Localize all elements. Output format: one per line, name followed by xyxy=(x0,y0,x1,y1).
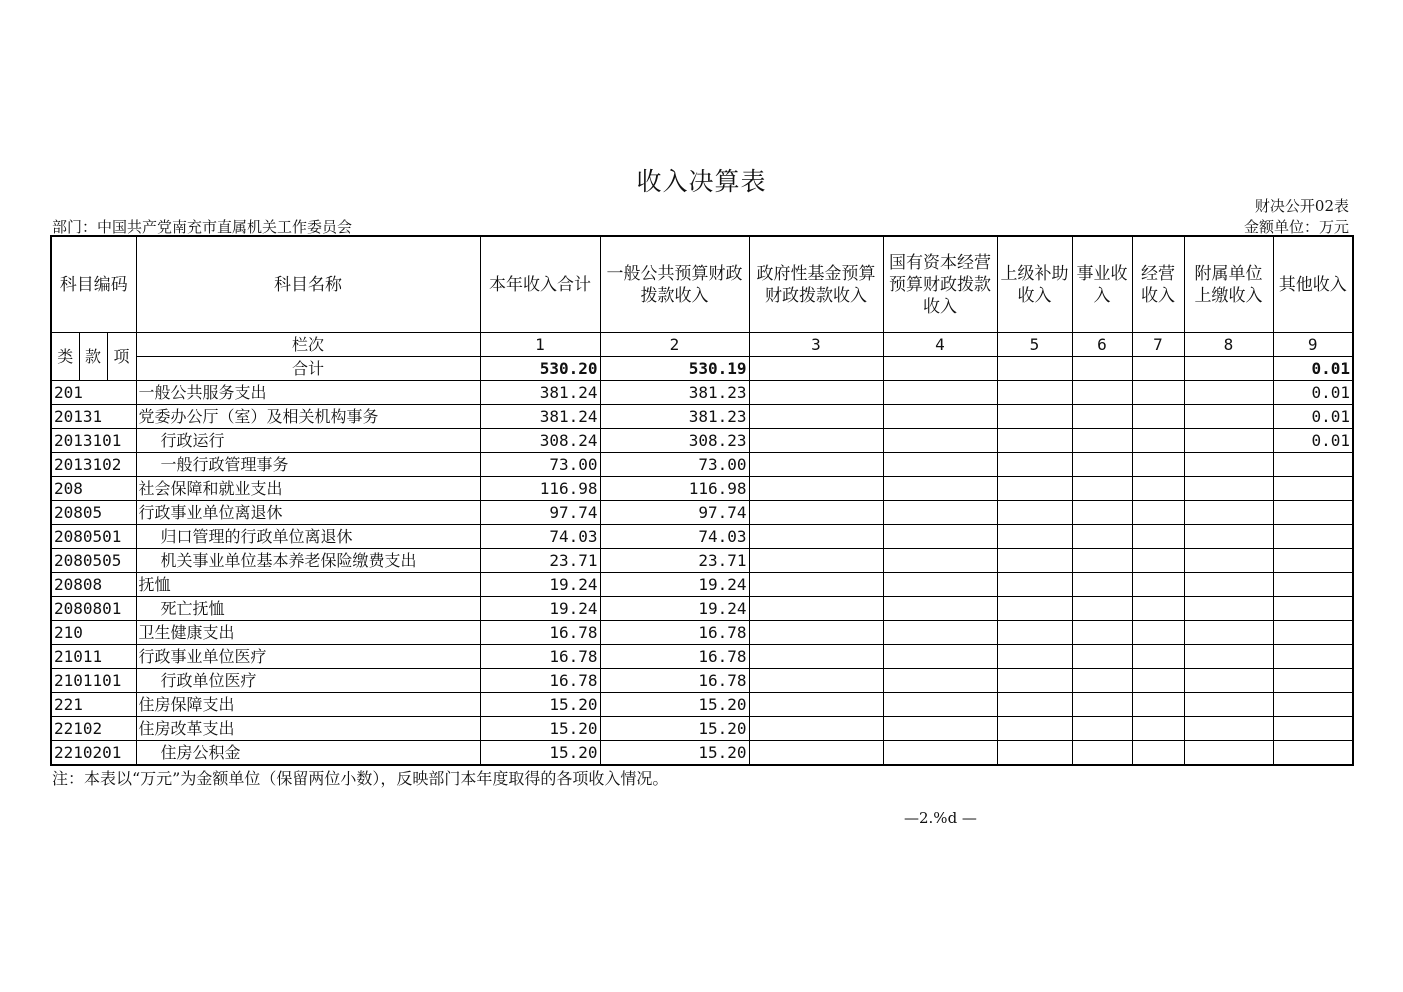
row-c2: 23.71 xyxy=(600,549,749,573)
header-c1: 本年收入合计 xyxy=(480,236,600,333)
total-c6 xyxy=(1072,357,1132,381)
row-c1: 16.78 xyxy=(480,621,600,645)
total-row xyxy=(51,357,1353,381)
row-c3 xyxy=(749,525,883,549)
row-c5 xyxy=(997,621,1072,645)
row-c2: 381.23 xyxy=(600,381,749,405)
table-row xyxy=(51,621,1353,645)
row-c1: 308.24 xyxy=(480,429,600,453)
row-name: 一般行政管理事务 xyxy=(136,453,480,477)
department-label: 部门：中国共产党南充市直属机关工作委员会 xyxy=(52,218,353,236)
row-c9: 0.01 xyxy=(1273,429,1353,453)
table-row xyxy=(51,525,1353,549)
row-c3 xyxy=(749,453,883,477)
row-c2: 74.03 xyxy=(600,525,749,549)
row-c4 xyxy=(883,741,997,766)
header-c3: 政府性基金预算财政拨款收入 xyxy=(749,236,883,333)
row-code: 2101101 xyxy=(51,669,136,693)
table-row xyxy=(51,453,1353,477)
row-c7 xyxy=(1132,453,1184,477)
table-row xyxy=(51,597,1353,621)
row-c6 xyxy=(1072,453,1132,477)
table-row xyxy=(51,549,1353,573)
row-c2: 73.00 xyxy=(600,453,749,477)
row-c3 xyxy=(749,669,883,693)
total-c4 xyxy=(883,357,997,381)
row-name: 归口管理的行政单位离退休 xyxy=(136,525,480,549)
row-c1: 381.24 xyxy=(480,405,600,429)
row-c9: 0.01 xyxy=(1273,405,1353,429)
header-xiang: 项 xyxy=(107,333,136,381)
row-c9: 0.01 xyxy=(1273,381,1353,405)
row-c6 xyxy=(1072,429,1132,453)
row-code: 221 xyxy=(51,693,136,717)
row-c3 xyxy=(749,621,883,645)
row-name: 住房改革支出 xyxy=(136,717,480,741)
row-c5 xyxy=(997,429,1072,453)
row-c6 xyxy=(1072,669,1132,693)
row-c1: 15.20 xyxy=(480,741,600,766)
row-c4 xyxy=(883,501,997,525)
row-c1: 19.24 xyxy=(480,597,600,621)
row-c3 xyxy=(749,741,883,766)
row-c3 xyxy=(749,501,883,525)
total-c7 xyxy=(1132,357,1184,381)
page-number: —2.%d — xyxy=(904,809,977,827)
row-c5 xyxy=(997,741,1072,766)
row-c8 xyxy=(1184,501,1273,525)
row-c4 xyxy=(883,525,997,549)
row-c9 xyxy=(1273,669,1353,693)
row-code: 2013102 xyxy=(51,453,136,477)
document-title: 收入决算表 xyxy=(636,167,767,196)
row-c3 xyxy=(749,693,883,717)
row-name: 死亡抚恤 xyxy=(136,597,480,621)
row-code: 20131 xyxy=(51,405,136,429)
row-c5 xyxy=(997,501,1072,525)
row-c7 xyxy=(1132,621,1184,645)
row-c4 xyxy=(883,621,997,645)
row-c8 xyxy=(1184,453,1273,477)
row-c8 xyxy=(1184,381,1273,405)
row-c2: 15.20 xyxy=(600,693,749,717)
header-kuan: 款 xyxy=(79,333,107,381)
row-c7 xyxy=(1132,717,1184,741)
row-c6 xyxy=(1072,741,1132,766)
row-c5 xyxy=(997,525,1072,549)
row-c7 xyxy=(1132,645,1184,669)
row-c9 xyxy=(1273,501,1353,525)
row-c8 xyxy=(1184,669,1273,693)
row-c3 xyxy=(749,477,883,501)
row-c9 xyxy=(1273,693,1353,717)
row-code: 2080505 xyxy=(51,549,136,573)
column-number-row xyxy=(51,333,1353,357)
row-c9 xyxy=(1273,645,1353,669)
row-c6 xyxy=(1072,573,1132,597)
row-c8 xyxy=(1184,525,1273,549)
row-c1: 15.20 xyxy=(480,717,600,741)
row-code: 208 xyxy=(51,477,136,501)
row-c7 xyxy=(1132,477,1184,501)
row-code: 2210201 xyxy=(51,741,136,766)
row-c2: 381.23 xyxy=(600,405,749,429)
row-code: 20805 xyxy=(51,501,136,525)
form-code: 财决公开02表 xyxy=(1254,197,1349,215)
row-c2: 16.78 xyxy=(600,621,749,645)
header-c2: 一般公共预算财政拨款收入 xyxy=(600,236,749,333)
table-row xyxy=(51,717,1353,741)
footnote: 注：本表以“万元”为金额单位（保留两位小数），反映部门本年度取得的各项收入情况。 xyxy=(52,769,669,788)
row-c6 xyxy=(1072,597,1132,621)
table-row xyxy=(51,477,1353,501)
row-c1: 19.24 xyxy=(480,573,600,597)
unit-label: 金额单位：万元 xyxy=(1243,218,1349,236)
row-c4 xyxy=(883,477,997,501)
row-c5 xyxy=(997,669,1072,693)
colno-3: 3 xyxy=(749,333,883,357)
row-c3 xyxy=(749,717,883,741)
row-c3 xyxy=(749,429,883,453)
total-c1: 530.20 xyxy=(480,357,600,381)
row-c6 xyxy=(1072,621,1132,645)
row-c5 xyxy=(997,453,1072,477)
row-c9 xyxy=(1273,549,1353,573)
row-c5 xyxy=(997,549,1072,573)
row-c6 xyxy=(1072,693,1132,717)
colno-9: 9 xyxy=(1273,333,1353,357)
header-lei: 类 xyxy=(51,333,79,381)
row-code: 20808 xyxy=(51,573,136,597)
row-c9 xyxy=(1273,573,1353,597)
table-row xyxy=(51,429,1353,453)
row-name: 行政事业单位离退休 xyxy=(136,501,480,525)
row-c7 xyxy=(1132,669,1184,693)
table-row xyxy=(51,645,1353,669)
row-code: 21011 xyxy=(51,645,136,669)
table-row xyxy=(51,381,1353,405)
row-code: 22102 xyxy=(51,717,136,741)
row-c4 xyxy=(883,597,997,621)
row-name: 党委办公厅（室）及相关机构事务 xyxy=(136,405,480,429)
table-row xyxy=(51,573,1353,597)
row-code: 210 xyxy=(51,621,136,645)
total-c5 xyxy=(997,357,1072,381)
row-name: 行政事业单位医疗 xyxy=(136,645,480,669)
row-code: 2013101 xyxy=(51,429,136,453)
colno-1: 1 xyxy=(480,333,600,357)
header-c7: 经营收入 xyxy=(1132,236,1184,333)
row-c7 xyxy=(1132,501,1184,525)
row-c1: 381.24 xyxy=(480,381,600,405)
row-c9 xyxy=(1273,525,1353,549)
row-c8 xyxy=(1184,645,1273,669)
row-c4 xyxy=(883,645,997,669)
header-row xyxy=(51,236,1353,333)
row-name: 行政运行 xyxy=(136,429,480,453)
header-c9: 其他收入 xyxy=(1273,236,1353,333)
row-c3 xyxy=(749,573,883,597)
row-c5 xyxy=(997,405,1072,429)
row-c1: 15.20 xyxy=(480,693,600,717)
table-row xyxy=(51,693,1353,717)
row-c8 xyxy=(1184,621,1273,645)
row-c3 xyxy=(749,405,883,429)
row-c1: 116.98 xyxy=(480,477,600,501)
row-c4 xyxy=(883,693,997,717)
row-c4 xyxy=(883,669,997,693)
row-code: 2080801 xyxy=(51,597,136,621)
row-c2: 15.20 xyxy=(600,741,749,766)
colno-8: 8 xyxy=(1184,333,1273,357)
header-c4: 国有资本经营预算财政拨款收入 xyxy=(883,236,997,333)
income-table xyxy=(50,235,1354,766)
colno-5: 5 xyxy=(997,333,1072,357)
row-c4 xyxy=(883,573,997,597)
row-c8 xyxy=(1184,429,1273,453)
header-c5: 上级补助收入 xyxy=(997,236,1072,333)
row-c5 xyxy=(997,645,1072,669)
row-c6 xyxy=(1072,549,1132,573)
header-c6: 事业收入 xyxy=(1072,236,1132,333)
row-c9 xyxy=(1273,717,1353,741)
total-c3 xyxy=(749,357,883,381)
colno-4: 4 xyxy=(883,333,997,357)
row-c8 xyxy=(1184,693,1273,717)
total-c9: 0.01 xyxy=(1273,357,1353,381)
row-c7 xyxy=(1132,741,1184,766)
colno-6: 6 xyxy=(1072,333,1132,357)
row-c3 xyxy=(749,549,883,573)
total-c2: 530.19 xyxy=(600,357,749,381)
row-c7 xyxy=(1132,525,1184,549)
colno-7: 7 xyxy=(1132,333,1184,357)
row-c8 xyxy=(1184,549,1273,573)
header-lanci: 栏次 xyxy=(136,333,480,357)
row-c8 xyxy=(1184,597,1273,621)
row-c6 xyxy=(1072,717,1132,741)
row-code: 2080501 xyxy=(51,525,136,549)
row-c4 xyxy=(883,549,997,573)
row-c6 xyxy=(1072,525,1132,549)
row-c2: 15.20 xyxy=(600,717,749,741)
row-c6 xyxy=(1072,381,1132,405)
row-c4 xyxy=(883,405,997,429)
row-c3 xyxy=(749,597,883,621)
row-name: 住房保障支出 xyxy=(136,693,480,717)
row-name: 一般公共服务支出 xyxy=(136,381,480,405)
row-c7 xyxy=(1132,573,1184,597)
row-c8 xyxy=(1184,477,1273,501)
table-row xyxy=(51,669,1353,693)
row-name: 社会保障和就业支出 xyxy=(136,477,480,501)
row-c6 xyxy=(1072,477,1132,501)
row-c5 xyxy=(997,381,1072,405)
row-c5 xyxy=(997,477,1072,501)
row-name: 卫生健康支出 xyxy=(136,621,480,645)
row-c9 xyxy=(1273,597,1353,621)
row-c4 xyxy=(883,717,997,741)
row-c7 xyxy=(1132,597,1184,621)
row-c5 xyxy=(997,573,1072,597)
row-c6 xyxy=(1072,405,1132,429)
row-c2: 116.98 xyxy=(600,477,749,501)
row-c4 xyxy=(883,429,997,453)
row-c1: 74.03 xyxy=(480,525,600,549)
row-c8 xyxy=(1184,741,1273,766)
row-c7 xyxy=(1132,381,1184,405)
row-name: 住房公积金 xyxy=(136,741,480,766)
row-c8 xyxy=(1184,573,1273,597)
total-c8 xyxy=(1184,357,1273,381)
header-name: 科目名称 xyxy=(136,236,480,333)
row-name: 抚恤 xyxy=(136,573,480,597)
row-c7 xyxy=(1132,693,1184,717)
row-code: 201 xyxy=(51,381,136,405)
row-c5 xyxy=(997,693,1072,717)
header-c8: 附属单位上缴收入 xyxy=(1184,236,1273,333)
row-c9 xyxy=(1273,621,1353,645)
row-c5 xyxy=(997,717,1072,741)
table-row xyxy=(51,405,1353,429)
row-c1: 73.00 xyxy=(480,453,600,477)
row-c2: 19.24 xyxy=(600,597,749,621)
row-c2: 97.74 xyxy=(600,501,749,525)
row-c2: 16.78 xyxy=(600,669,749,693)
row-c2: 16.78 xyxy=(600,645,749,669)
row-c7 xyxy=(1132,549,1184,573)
row-c9 xyxy=(1273,453,1353,477)
row-c1: 16.78 xyxy=(480,645,600,669)
row-c9 xyxy=(1273,741,1353,766)
row-c2: 308.23 xyxy=(600,429,749,453)
row-c3 xyxy=(749,381,883,405)
row-c8 xyxy=(1184,405,1273,429)
row-c9 xyxy=(1273,477,1353,501)
row-c6 xyxy=(1072,645,1132,669)
row-c1: 23.71 xyxy=(480,549,600,573)
total-label: 合计 xyxy=(136,357,480,381)
colno-2: 2 xyxy=(600,333,749,357)
row-c2: 19.24 xyxy=(600,573,749,597)
table-row xyxy=(51,501,1353,525)
row-c1: 16.78 xyxy=(480,669,600,693)
row-c4 xyxy=(883,381,997,405)
row-name: 行政单位医疗 xyxy=(136,669,480,693)
table-row xyxy=(51,741,1353,766)
row-c6 xyxy=(1072,501,1132,525)
row-c5 xyxy=(997,597,1072,621)
row-c4 xyxy=(883,453,997,477)
row-c8 xyxy=(1184,717,1273,741)
row-c7 xyxy=(1132,405,1184,429)
row-c1: 97.74 xyxy=(480,501,600,525)
row-name: 机关事业单位基本养老保险缴费支出 xyxy=(136,549,480,573)
row-c7 xyxy=(1132,429,1184,453)
row-c3 xyxy=(749,645,883,669)
header-code: 科目编码 xyxy=(51,236,136,333)
